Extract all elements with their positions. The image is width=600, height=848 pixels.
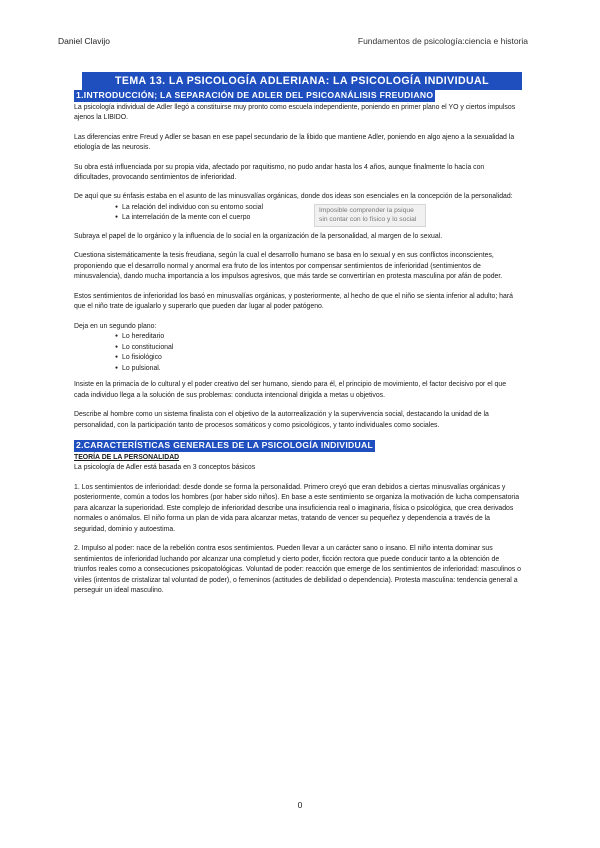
bullet-list-concepts xyxy=(74,203,522,224)
list-item: ● Lo pulsional. xyxy=(115,364,522,374)
paragraph: La psicología individual de Adler llegó a constituirse muy pronto como escuela independiente, poniendo en primer plano el YO y ciertos impulsos ajenos la LIBIDO. xyxy=(74,103,516,122)
paragraph: 1. Los sentimientos de inferioridad: desde donde se forma la personalidad. Primero creyó que eran debidos a ciertas minusvalías orgánicas y posteriormente, común a todos los hombres (por haber sido niños). En base a este sentimiento se organiza la motivación de lucha compensatoria para alcanzar la superioridad. Este complejo de inferioridad describe una insuficiencia real o imaginaria, física o psicológica, que crea derivados normales o anómalos. El niño forma un plan de vida para alcanzar metas, tratando de vencer su pequeñez y dependencia a través de la seguridad, dominio y autoestima. xyxy=(74,483,520,533)
page-title: TEMA 13. LA PSICOLOGÍA ADLERIANA: LA PSICOLOGÍA INDIVIDUAL xyxy=(82,72,522,90)
paragraph: Deja en un segundo plano: xyxy=(74,322,157,330)
bullet-list-secondary xyxy=(74,332,522,374)
header-course: Fundamentos de psicología:ciencia e historia xyxy=(357,36,528,46)
paragraph: Cuestiona sistemáticamente la tesis freudiana, según la cual el desarrollo humano se basa en lo sexual y en sus conflictos inconscientes, proponiendo que el desarrollo normal y anormal era fruto de los intentos por compensar sentimientos de inferioridad (sentimientos de minusvalencia), dando mucha importancia a los impulsos agresivos, que más tarde se convertirían en protesta masculina por afán de poder. xyxy=(74,252,503,281)
list-item: ● La relación del individuo con su entorno social xyxy=(115,203,522,213)
list-item: ● La interrelación de la mente con el cuerpo xyxy=(115,213,522,223)
paragraph: Subraya el papel de lo orgánico y la influencia de lo social en la organización de la personalidad, al margen de lo sexual. xyxy=(74,232,443,240)
paragraph: 2. Impulso al poder: nace de la rebelión contra esos sentimientos. Pueden llevar a un carácter sano o insano. El niño intenta dominar sus sentimientos de inferioridad luchando por alcanzar una completud y cierto poder, ficción rectora que puede conducir tanto a la obtención de triunfos reales como a consecuciones psicopatológicas. Voluntad de poder: reacción que emerge de los sentimientos de inferioridad: masculinos o viriles (intentos de cristalizar tal voluntad de poder), o femeninos (actitudes de debilidad o dependencia). Protesta masculina: tendencia general a perseguir un ideal masculino. xyxy=(74,545,522,595)
paragraph: Insiste en la primacía de lo cultural y el poder creativo del ser humano, siendo para él, el principio de movimiento, el factor decisivo por el que cada individuo llega a la solución de sus problemas: conducta intencional dirigida a metas u objetivos. xyxy=(74,381,507,399)
list-item: ● Lo fisiológico xyxy=(115,353,522,363)
paragraph: De aquí que su énfasis estaba en el asunto de las minusvalías orgánicas, donde dos ideas son esenciales en la concepción de la personalidad: xyxy=(74,193,513,201)
subheading: TEORÍA DE LA PERSONALIDAD xyxy=(74,453,180,461)
section2-heading: 2.CARACTERÍSTICAS GENERALES DE LA PSICOLOGÍA INDIVIDUAL xyxy=(76,440,374,451)
paragraph: Estos sentimientos de inferioridad los basó en minusvalías orgánicas, y posteriormente, al hecho de que el niño se sienta inferior al adulto; hará que el niño trate de igualarlo y superarlo que pueden dar lugar al poder patógeno. xyxy=(74,292,513,311)
paragraph: Describe al hombre como un sistema finalista con el objetivo de la autorrealización y la supervivencia social, destacando la unidad de la personalidad, con la participación tanto de procesos somáticos y como psicológicos, y tanto individuales como sociales. xyxy=(74,411,489,429)
list-item: ● Lo hereditario xyxy=(115,332,522,342)
paragraph: La psicología de Adler está basada en 3 conceptos básicos xyxy=(74,464,256,472)
section1-heading: 1.INTRODUCCIÓN; LA SEPARACIÓN DE ADLER DEL PSICOANÁLISIS FREUDIANO xyxy=(76,90,434,101)
margin-note: Imposible comprender la psique sin contar con lo físico y lo social xyxy=(314,204,426,227)
list-item: ● Lo constitucional xyxy=(115,343,522,353)
bullets-with-note xyxy=(74,203,522,224)
page-number: 0 xyxy=(297,800,303,810)
paragraph: Su obra está influenciada por su propia vida, afectado por raquitismo, no pudo andar hasta los 4 años, aunque finalmente lo hacía con dificultades, provocando sentimientos de inferioridad. xyxy=(74,163,485,181)
paragraph: Las diferencias entre Freud y Adler se basan en ese papel secundario de la libido que mantiene Adler, poniendo en algo ajeno a la sexualidad la etiología de las neurosis. xyxy=(74,133,515,152)
document-body xyxy=(74,72,522,606)
header-author: Daniel Clavijo xyxy=(58,36,110,46)
